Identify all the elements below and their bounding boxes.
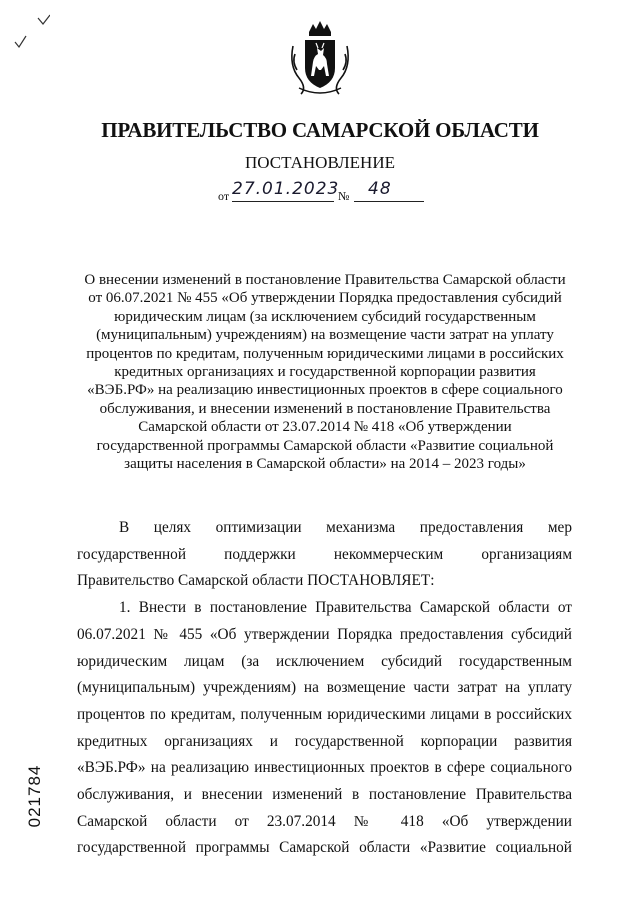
preamble-line: В целях оптимизации механизма предоставления мер bbox=[119, 519, 572, 536]
item-1-line: Самарской области от 23.07.2014 № 418 «Об утверждении bbox=[77, 812, 572, 830]
number-prefix: № bbox=[338, 189, 350, 203]
title-line: О внесении изменений в постановление Правительства Самарской области bbox=[84, 272, 566, 288]
item-1-line: (муниципальным) учреждениям) на возмещение части затрат на уплату bbox=[77, 679, 572, 697]
title-line: Самарской области от 23.07.2014 № 418 «Об утверждении bbox=[138, 419, 512, 436]
title-line: процентов по кредитам, полученным юридическими лицами в российских bbox=[86, 345, 564, 362]
handwritten-number: 48 bbox=[368, 179, 392, 199]
handwritten-checkmarks bbox=[10, 12, 50, 52]
date-number-row bbox=[218, 181, 438, 205]
title-line: юридическим лицам (за исключением субсидий государственным bbox=[114, 308, 536, 325]
preamble-line: государственной поддержки некоммерческим организациям bbox=[77, 545, 572, 563]
item-1-line: процентов по кредитам, полученным юридическими лицами в российских bbox=[77, 705, 572, 723]
date-prefix: от bbox=[218, 189, 230, 203]
item-1-line: кредитных организациях и государственной корпорации развития bbox=[77, 732, 572, 750]
preamble-line: Правительство Самарской области ПОСТАНОВЛЯЕТ: bbox=[77, 572, 435, 590]
government-title: ПРАВИТЕЛЬСТВО САМАРСКОЙ ОБЛАСТИ bbox=[101, 118, 539, 142]
side-number-text: 021784 bbox=[25, 764, 44, 828]
handwritten-date: 27.01.2023 bbox=[232, 179, 340, 199]
item-1-line: 1. Внести в постановление Правительства Самарской области от bbox=[119, 599, 572, 617]
document-type: ПОСТАНОВЛЕНИЕ bbox=[244, 153, 395, 172]
item-1-line: юридическим лицам (за исключением субсидий государственным bbox=[77, 652, 572, 670]
samara-coat-of-arms-emblem bbox=[287, 18, 353, 98]
title-line: кредитных организациях и государственной корпорации развития bbox=[114, 364, 536, 381]
title-line: от 06.07.2021 № 455 «Об утверждении Порядка предоставления субсидий bbox=[88, 290, 562, 307]
title-line: (муниципальным) учреждениям) на возмещение части затрат на уплату bbox=[96, 327, 554, 344]
item-1-line: «ВЭБ.РФ» на реализацию инвестиционных проектов в сфере социального bbox=[77, 759, 572, 777]
side-registration-number bbox=[20, 760, 50, 830]
resolution-title bbox=[70, 271, 580, 473]
title-line: обслуживания, и внесении изменений в постановление Правительства bbox=[99, 400, 551, 417]
document-body bbox=[77, 515, 572, 862]
item-1-line: государственной программы Самарской области «Развитие социальной bbox=[77, 839, 572, 857]
item-1-line: обслуживания, и внесении изменений в постановление Правительства bbox=[77, 786, 572, 804]
date-underline bbox=[232, 201, 334, 202]
title-line: государственной программы Самарской области «Развитие социальной bbox=[96, 437, 554, 454]
title-line: защиты населения в Самарской области» на 2014 – 2023 годы» bbox=[124, 456, 526, 473]
item-1-line: 06.07.2021 № 455 «Об утверждении Порядка предоставления субсидий bbox=[77, 625, 572, 643]
title-line: «ВЭБ.РФ» на реализацию инвестиционных проектов в сфере социального bbox=[87, 382, 563, 399]
number-underline bbox=[354, 201, 424, 202]
